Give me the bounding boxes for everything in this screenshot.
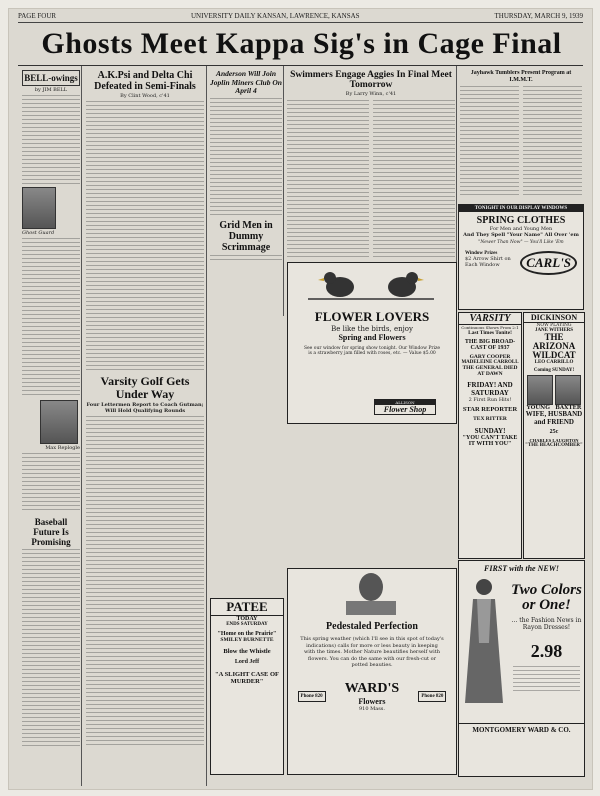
window-title: TONIGHT IN OUR DISPLAY WINDOWS — [459, 205, 583, 212]
carls-window-ad — [458, 204, 584, 310]
varsity-theatre-ad — [458, 312, 522, 559]
column-intramural — [86, 70, 204, 780]
flower-line2: Be like the birds, enjoy — [331, 325, 413, 333]
folio-date: THURSDAY, MARCH 9, 1939 — [494, 12, 583, 20]
patee-burnette: SMILEY BURNETTE — [220, 637, 274, 643]
flower-body: See our window for spring show tonight. Our Window Prize is a strawberry jam filled with roses, etc. — Value $5.00 — [303, 346, 441, 356]
golf-subhead: Four Lettermen Report to Coach Gutman; Will Hold Qualifying Rounds — [86, 402, 204, 414]
portrait-illustration-icon — [288, 569, 454, 617]
young-photo — [527, 375, 553, 405]
ward-first: FIRST with the NEW! — [484, 564, 559, 573]
anderson-headline: Anderson Will Join Joplin Miners Club On April 4 — [210, 70, 282, 95]
phone-right: Phone 820 — [418, 691, 446, 702]
dickinson-theatre-ad — [523, 312, 585, 559]
flower-lovers-ad — [287, 262, 457, 424]
dickinson-young: YOUNG — [526, 405, 550, 411]
varsity-logo: VARSITY — [459, 313, 521, 325]
wards-flowers-ad — [287, 568, 457, 775]
replogle-caption: Max Replogle — [45, 445, 80, 451]
banner-headline: Ghosts Meet Kappa Sig's in Cage Final — [41, 27, 562, 60]
patee-ends: ENDS SATURDAY — [226, 622, 268, 627]
folio-page: PAGE FOUR — [18, 12, 57, 20]
varsity-general: THE GENERAL DIED AT DAWN — [462, 365, 518, 377]
window-prize-shirt: $2 Arrow Shirt on Each Window — [465, 256, 511, 268]
dickinson-carrillo: LEO CARRILLO — [534, 360, 574, 365]
flower-lovers-title: FLOWER LOVERS — [314, 309, 430, 324]
window-line4: "Newer Than Now" — You'll Like 'Em — [478, 240, 564, 245]
varsity-tagline: Continuous Shows From 2:1 — [461, 325, 519, 330]
birds-illustration-icon — [288, 263, 454, 305]
column-anderson — [210, 70, 282, 260]
dickinson-withers: JANE WITHERS — [534, 328, 574, 333]
varsity-sunday: SUNDAY! — [474, 427, 506, 435]
wards-address: 910 Mass. — [359, 705, 385, 712]
guard-photo — [22, 187, 56, 229]
swimmers-byline: By Larry Winn, c'41 — [345, 91, 397, 97]
dickinson-coming: Coming SUNDAY! — [533, 368, 575, 373]
akpsi-headline: A.K.Psi and Delta Chi Defeated in Semi-Finals — [94, 70, 196, 92]
ward-fashion: ... the Fashion News in Rayon Dresses! — [511, 617, 582, 631]
baseball-headline: Baseball Future Is Promising — [31, 517, 71, 547]
dickinson-baxter: BAXTER — [555, 405, 582, 411]
dickinson-beachcomber: "THE BEACHCOMBER" — [525, 443, 583, 448]
window-line3: And They Spell "Your Name" All Over 'em — [463, 232, 579, 238]
flower-shop-logo: Flower Shop — [383, 405, 427, 414]
window-line2: For Men and Young Men — [489, 226, 553, 232]
replogle-photo — [40, 400, 78, 444]
folio-paper: UNIVERSITY DAILY KANSAN, LAWRENCE, KANSAS — [191, 12, 360, 20]
wards-logo: WARD'S — [344, 680, 400, 696]
column-swimmers — [287, 70, 455, 260]
varsity-cooper: GARY COOPER — [469, 354, 511, 360]
column-tumblers — [460, 70, 582, 200]
flower-line3: Spring and Flowers — [338, 333, 406, 342]
grid-headline: Grid Men in Dummy Scrimmage — [219, 219, 273, 253]
dickinson-wife-husband: WIFE, HUSBAND and FRIEND — [525, 410, 583, 426]
pedestal-title: Pedestaled Perfection — [326, 621, 418, 632]
newspaper-page — [8, 8, 593, 790]
window-line1: SPRING CLOTHES — [476, 215, 566, 226]
pedestal-body: This spring weather (which I'll see in this spot of today's indications) calls for more or less beauty in keeping with the times. Mother Nature beautifies herself with flowers. You can do the same with our fresh-cut or potted beauties. — [300, 636, 444, 668]
patee-theatre-ad — [210, 598, 284, 775]
bellowings-byline: by JIM BELL — [34, 87, 68, 93]
carls-logo: CARL'S — [520, 251, 577, 275]
column-bellowings — [22, 70, 80, 780]
tumblers-headline: Jayhawk Tumblers Present Program at I.M.M.T. — [470, 70, 572, 83]
akpsi-byline: By Clint Wood, c'41 — [120, 93, 170, 99]
dickinson-showing: NOW PLAYING — [536, 323, 572, 328]
dickinson-laughton: CHARLES LAUGHTON — [529, 438, 579, 443]
folio-line — [18, 12, 583, 23]
varsity-carroll: MADELEINE CARROLL — [461, 360, 519, 365]
dickinson-price: 25c — [549, 429, 559, 435]
dickinson-feature: THE ARIZONA WILDCAT — [532, 332, 576, 360]
montgomery-ward-ad — [458, 560, 585, 777]
patee-today: TODAY — [236, 616, 258, 622]
varsity-friday: FRIDAY! AND SATURDAY — [467, 381, 513, 397]
bellowings-title: BELL-owings — [22, 70, 80, 86]
wards-flowers-word: Flowers — [358, 696, 386, 706]
ward-price: 2.98 — [530, 641, 563, 661]
ward-store-name: MONTGOMERY WARD & CO. — [459, 723, 584, 734]
patee-lord-jeff: Lord Jeff — [234, 659, 260, 665]
swimmers-headline: Swimmers Engage Aggies In Final Meet Tomorrow — [290, 70, 452, 90]
patee-logo: PATEE — [211, 599, 283, 616]
varsity-star-reporter: STAR REPORTER — [462, 406, 518, 413]
guard-caption: Ghost Guard — [22, 230, 55, 236]
patee-home-prairie: "Home on the Prairie" — [217, 631, 277, 637]
varsity-last-times: Last Times Tonite! — [468, 330, 512, 336]
dress-figure-icon — [459, 573, 509, 723]
varsity-ritter: TEX RITTER — [473, 416, 507, 422]
dickinson-logo: DICKINSON — [524, 313, 584, 323]
patee-blow-whistle: Blow the Whistle — [223, 648, 271, 655]
phone-left: Phone 820 — [298, 691, 326, 702]
window-prizes: Window Prizes — [465, 251, 498, 256]
headline-rule — [18, 65, 583, 66]
golf-headline: Varsity Golf Gets Under Way — [100, 374, 190, 401]
ward-two-colors: Two Colors or One! — [511, 582, 582, 613]
patee-slight-case: "A SLIGHT CASE OF MURDER" — [215, 671, 279, 685]
varsity-first-run: 2 First Run Hits! — [468, 397, 512, 403]
allison-label: ALLISON — [375, 400, 435, 405]
varsity-cant-take-it: "YOU CAN'T TAKE IT WITH YOU" — [462, 435, 518, 447]
baxter-photo — [555, 375, 581, 405]
varsity-feature: THE BIG BROAD-CAST OF 1937 — [464, 339, 516, 351]
